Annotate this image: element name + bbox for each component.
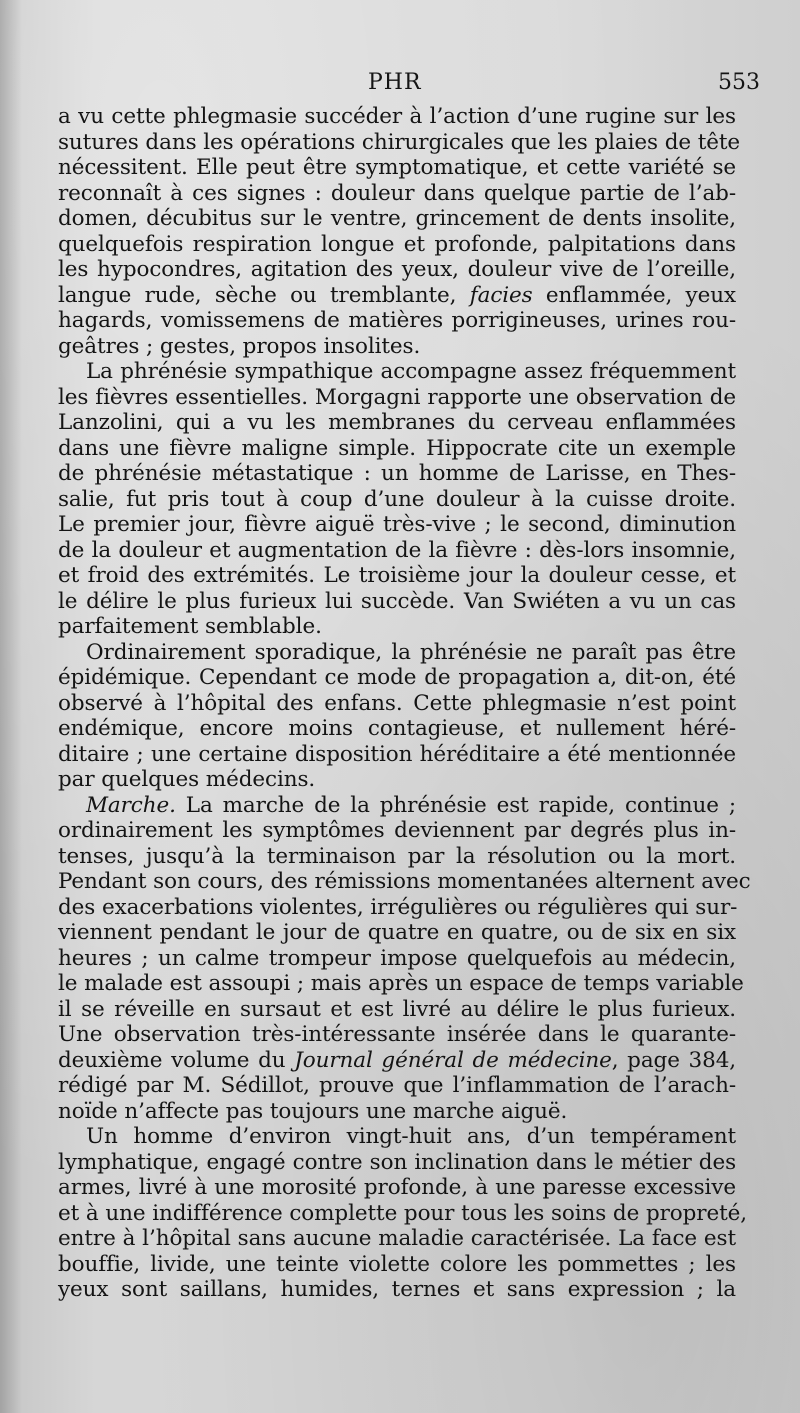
text-fragment: deuxième volume du — [58, 1047, 295, 1073]
running-head: PHR — [368, 70, 422, 95]
text-line: lymphatique, engagé contre son inclination dans le métier des — [58, 1149, 736, 1175]
text-line: parfaitement semblable. — [58, 614, 322, 639]
italic-journal-title: Journal général de médecine — [294, 1047, 612, 1073]
text-line: Une observation très-intéressante insérée dans le quarante- — [58, 1022, 736, 1047]
text-line: a vu cette phlegmasie succéder à l’action d’une rugine sur les — [58, 104, 736, 129]
italic-heading-marche: Marche. — [86, 792, 176, 818]
text-line: geâtres ; gestes, propos insolites. — [58, 333, 421, 359]
text-line: ordinairement les symptômes deviennent par degrés plus in- — [58, 818, 736, 843]
text-line: et à une indifférence complette pour tous les soins de propreté, — [58, 1200, 747, 1226]
text-line — [58, 1048, 736, 1074]
text-line: armes, livré à une morosité profonde, à une paresse excessive — [58, 1175, 736, 1200]
text-line: sutures dans les opérations chirurgicales que les plaies de tête — [58, 129, 741, 155]
text-line: et froid des extrémités. Le troisième jour la douleur cesse, et — [58, 563, 736, 588]
text-line: Le premier jour, fièvre aiguë très-vive ; le second, diminution — [58, 512, 736, 537]
paragraph-start-line — [58, 793, 736, 819]
text-line: Lanzolini, qui a vu les membranes du cerveau enflammées — [58, 410, 736, 435]
text-fragment: enflammée, yeux — [532, 282, 736, 308]
text-line: tenses, jusqu’à la terminaison par la résolution ou la mort. — [58, 843, 736, 869]
text-line: le malade est assoupi ; mais après un espace de temps variable — [58, 971, 744, 996]
text-line: observé à l’hôpital des enfans. Cette phlegmasie n’est point — [58, 690, 736, 716]
text-line: nécessitent. Elle peut être symptomatique, et cette variété se — [58, 155, 736, 180]
text-line: salie, fut pris tout à coup d’une douleur à la cuisse droite. — [58, 486, 736, 512]
text-line: hagards, vomissemens de matières porrigineuses, urines rou- — [58, 308, 736, 333]
text-line: quelquefois respiration longue et profonde, palpitations dans — [58, 231, 736, 257]
text-line: endémique, encore moins contagieuse, et nullement héré- — [58, 716, 736, 741]
text-line: ditaire ; une certaine disposition héréditaire a été mentionnée — [58, 741, 736, 767]
paragraph-start-line: Ordinairement sporadique, la phrénésie ne paraît pas être — [86, 639, 736, 665]
text-line: dans une fièvre maligne simple. Hippocrate cite un exemple — [58, 435, 736, 461]
text-line — [58, 283, 736, 309]
text-line: rédigé par M. Sédillot, prouve que l’inflammation de l’arach- — [58, 1073, 736, 1098]
text-line: les fièvres essentielles. Morgagni rapporte une observation de — [58, 384, 736, 410]
text-line: entre à l’hôpital sans aucune maladie caractérisée. La face est — [58, 1226, 736, 1251]
text-line: des exacerbations violentes, irrégulières ou régulières qui sur- — [58, 894, 738, 920]
text-fragment: langue rude, sèche ou tremblante, — [58, 282, 470, 308]
paragraph-start-line: La phrénésie sympathique accompagne assez fréquemment — [86, 359, 736, 384]
text-line: Pendant son cours, des rémissions momentanées alternent avec — [58, 869, 751, 894]
text-line: noïde n’affecte pas toujours une marche aiguë. — [58, 1098, 568, 1124]
paragraph-start-line: Un homme d’environ vingt-huit ans, d’un tempérament — [86, 1124, 736, 1149]
body-text — [58, 104, 751, 1303]
text-line: de phrénésie métastatique : un homme de Larisse, en Thes- — [58, 461, 736, 486]
text-line: bouffie, livide, une teinte violette colore les pommettes ; les — [58, 1251, 736, 1277]
page-number: 553 — [718, 70, 760, 95]
text-line: yeux sont saillans, humides, ternes et sans expression ; la — [58, 1277, 736, 1302]
page-header — [58, 70, 770, 102]
text-line: il se réveille en sursaut et est livré au délire le plus furieux. — [58, 996, 736, 1022]
text-line: reconnaît à ces signes : douleur dans quelque partie de l’ab- — [58, 180, 736, 206]
text-line: le délire le plus furieux lui succède. Van Swiéten a vu un cas — [58, 588, 736, 614]
text-line: viennent pendant le jour de quatre en quatre, ou de six en six — [58, 920, 736, 945]
italic-word-facies: facies — [469, 282, 533, 308]
text-fragment: La marche de la phrénésie est rapide, continue ; — [175, 792, 736, 818]
text-line: heures ; un calme trompeur impose quelquefois au médecin, — [58, 945, 736, 971]
text-line: par quelques médecins. — [58, 767, 316, 792]
text-line: domen, décubitus sur le ventre, grincement de dents insolite, — [58, 206, 736, 231]
text-fragment: , page 384, — [611, 1047, 737, 1073]
text-line: de la douleur et augmentation de la fièvre : dès-lors insomnie, — [58, 537, 736, 563]
text-line: les hypocondres, agitation des yeux, douleur vive de l’oreille, — [58, 257, 736, 282]
gutter-shadow — [0, 0, 22, 1413]
text-line: épidémique. Cependant ce mode de propagation a, dit-on, été — [58, 665, 736, 690]
